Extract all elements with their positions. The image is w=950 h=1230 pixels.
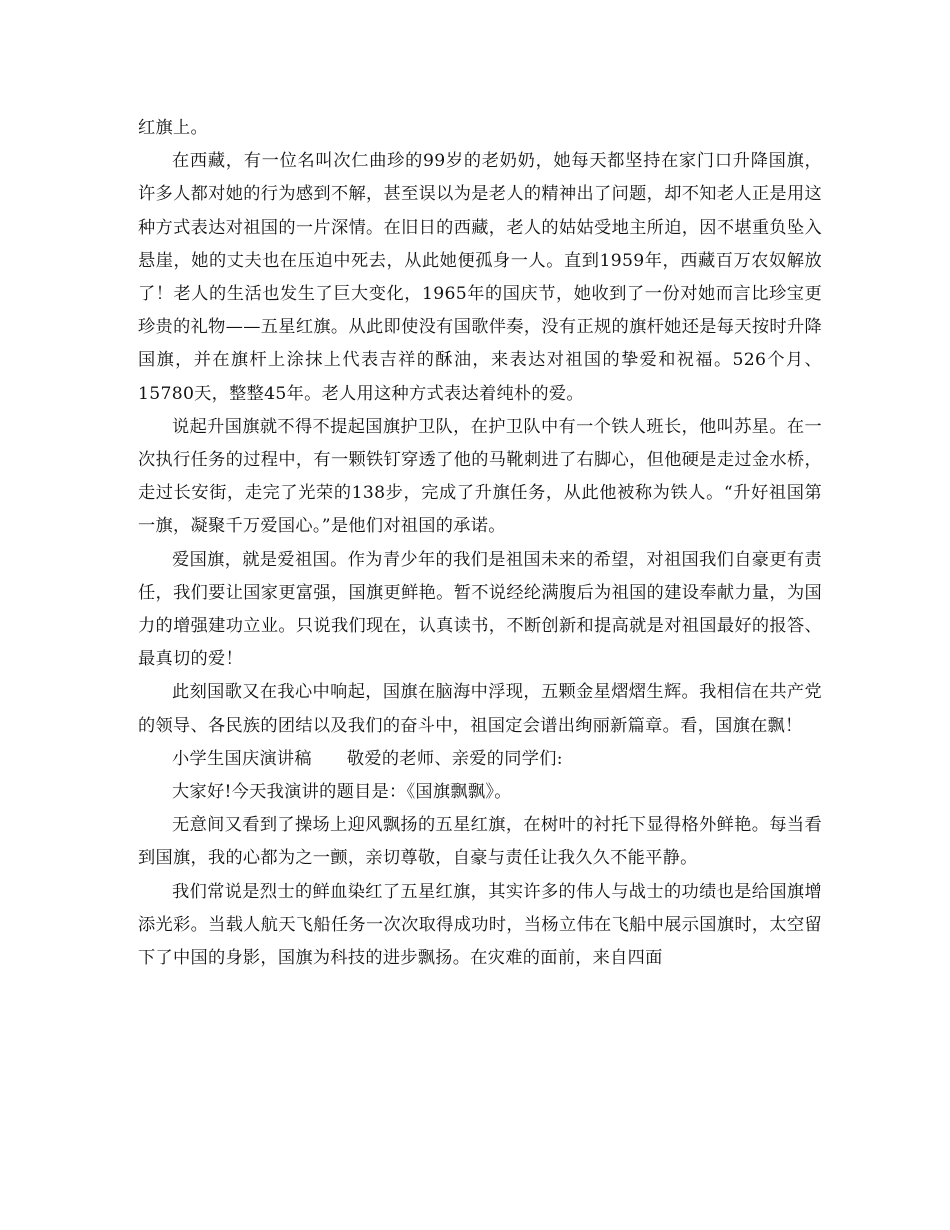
paragraph-playground-flag: 无意间又看到了操场上迎风飘扬的五星红旗，在树叶的衬托下显得格外鲜艳。每当看到国旗，我的心都为之一颤，亲切尊敬，自豪与责任让我久久不能平静。 bbox=[138, 815, 822, 869]
paragraph-speech-title: 小学生国庆演讲稿 敬爱的老师、亲爱的同学们: bbox=[172, 748, 563, 769]
paragraph-love-flag: 爱国旗，就是爱祖国。作为青少年的我们是祖国未来的希望，对祖国我们自豪更有责任，我们要让国家更富强，国旗更鲜艳。暂不说经纶满腹后为祖国的建设奉献力量，为国力的增强建功立业。只说我们现在，认真读书，不断创新和提高就是对祖国最好的报答、最真切的爱！ bbox=[138, 549, 822, 670]
paragraph-flag-guard: 说起升国旗就不得不提起国旗护卫队，在护卫队中有一个铁人班长，他叫苏星。在一次执行任务的过程中，有一颗铁钉穿透了他的马靴刺进了右脚心，但他硬是走过金水桥，走过长安街，走完了光荣的138步，完成了升旗任务，从此他被称为铁人。“升好祖国第一旗，凝聚千万爱国心。”是他们对祖国的承诺。 bbox=[138, 416, 822, 537]
paragraph-continuation: 红旗上。 bbox=[138, 118, 208, 138]
paragraph-martyrs: 我们常说是烈士的鲜血染红了五星红旗，其实许多的伟人与战士的功绩也是给国旗增添光彩。当载人航天飞船任务一次次取得成功时，当杨立伟在飞船中展示国旗时，太空留下了中国的身影，国旗为科技的进步飘扬。在灾难的面前，来自四面 bbox=[138, 881, 822, 969]
paragraph-tibet-grandmother: 在西藏，有一位名叫次仁曲珍的99岁的老奶奶，她每天都坚持在家门口升降国旗，许多人都对她的行为感到不解，甚至误以为是老人的精神出了问题，却不知老人正是用这种方式表达对祖国的一片深情。在旧日的西藏，老人的姑姑受地主所迫，因不堪重负坠入悬崖，她的丈夫也在压迫中死去，从此她便孤身一人。直到1959年，西藏百万农奴解放了！老人的生活也发生了巨大变化，1965年的国庆节，她收到了一份对她而言比珍宝更珍贵的礼物——五星红旗。从此即使没有国歌伴奏，没有正规的旗杆她还是每天按时升降国旗，并在旗杆上涂抹上代表吉祥的酥油，来表达对祖国的挚爱和祝福。526个月、15780天，整整45年。老人用这种方式表达着纯朴的爱。 bbox=[138, 151, 822, 404]
paragraph-anthem: 此刻国歌又在我心中响起，国旗在脑海中浮现，五颗金星熠熠生辉。我相信在共产党的领导、各民族的团结以及我们的奋斗中，祖国定会谱出绚丽新篇章。看，国旗在飘！ bbox=[138, 682, 822, 736]
document-page bbox=[138, 112, 822, 975]
paragraph-greeting: 大家好!今天我演讲的题目是：《国旗飘飘》。 bbox=[172, 782, 512, 803]
